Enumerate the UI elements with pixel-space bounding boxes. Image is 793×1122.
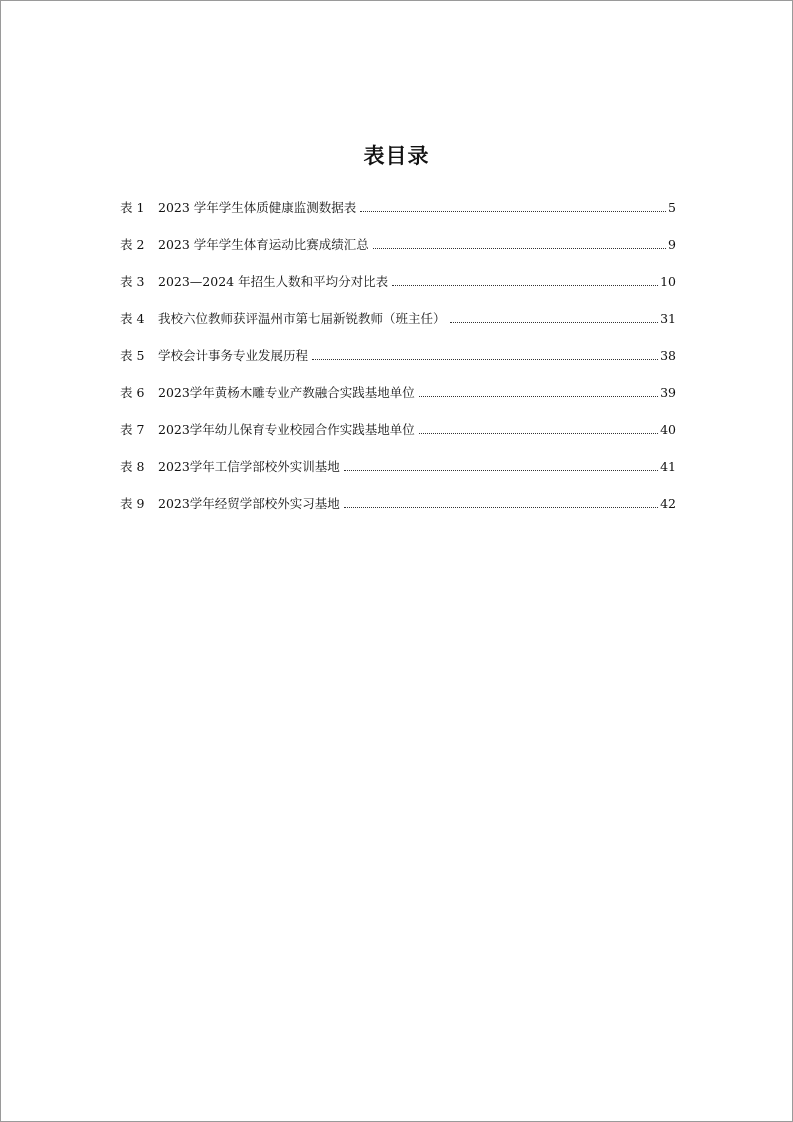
toc-entry-page: 40 xyxy=(660,422,676,437)
toc-entry-6[interactable] xyxy=(120,383,676,420)
dot-leader xyxy=(360,211,666,212)
toc-entry-7[interactable] xyxy=(120,420,676,457)
toc-entry-page: 10 xyxy=(660,274,676,289)
toc-entry-label: 表 9 xyxy=(120,496,145,511)
toc-entry-4[interactable] xyxy=(120,309,676,346)
toc-entry-page: 31 xyxy=(660,311,676,326)
toc-entry-text: 2023 学年学生体育运动比赛成绩汇总 xyxy=(158,237,369,252)
toc-entry-label: 表 2 xyxy=(120,237,145,252)
dot-leader xyxy=(312,359,658,360)
table-of-tables xyxy=(120,198,676,531)
toc-entry-text: 2023—2024 年招生人数和平均分对比表 xyxy=(158,274,389,289)
dot-leader xyxy=(344,470,658,471)
toc-entry-3[interactable] xyxy=(120,272,676,309)
toc-entry-8[interactable] xyxy=(120,457,676,494)
toc-entry-label: 表 6 xyxy=(120,385,145,400)
toc-entry-1[interactable] xyxy=(120,198,676,235)
toc-entry-text: 2023学年经贸学部校外实习基地 xyxy=(158,496,340,511)
toc-entry-text: 学校会计事务专业发展历程 xyxy=(158,348,309,363)
dot-leader xyxy=(373,248,666,249)
dot-leader xyxy=(344,507,658,508)
toc-entry-label: 表 1 xyxy=(120,200,145,215)
toc-entry-label: 表 5 xyxy=(120,348,145,363)
toc-entry-5[interactable] xyxy=(120,346,676,383)
dot-leader xyxy=(450,322,659,323)
toc-entry-label: 表 7 xyxy=(120,422,145,437)
dot-leader xyxy=(419,433,658,434)
toc-entry-label: 表 8 xyxy=(120,459,145,474)
toc-entry-page: 42 xyxy=(660,496,676,511)
toc-entry-text: 我校六位教师获评温州市第七届新锐教师（班主任） xyxy=(158,311,446,326)
toc-entry-2[interactable] xyxy=(120,235,676,272)
toc-entry-text: 2023学年幼儿保育专业校园合作实践基地单位 xyxy=(158,422,415,437)
toc-entry-page: 41 xyxy=(660,459,676,474)
page-title: 表目录 xyxy=(363,144,430,168)
toc-entry-text: 2023学年黄杨木雕专业产教融合实践基地单位 xyxy=(158,385,415,400)
toc-entry-page: 39 xyxy=(660,385,676,400)
toc-entry-text: 2023学年工信学部校外实训基地 xyxy=(158,459,340,474)
dot-leader xyxy=(419,396,658,397)
dot-leader xyxy=(392,285,658,286)
toc-entry-text: 2023 学年学生体质健康监测数据表 xyxy=(158,200,357,215)
toc-entry-label: 表 3 xyxy=(120,274,145,289)
toc-entry-page: 5 xyxy=(668,200,676,215)
toc-entry-page: 9 xyxy=(668,237,676,252)
toc-entry-label: 表 4 xyxy=(120,311,145,326)
toc-entry-page: 38 xyxy=(660,348,676,363)
toc-entry-9[interactable] xyxy=(120,494,676,531)
